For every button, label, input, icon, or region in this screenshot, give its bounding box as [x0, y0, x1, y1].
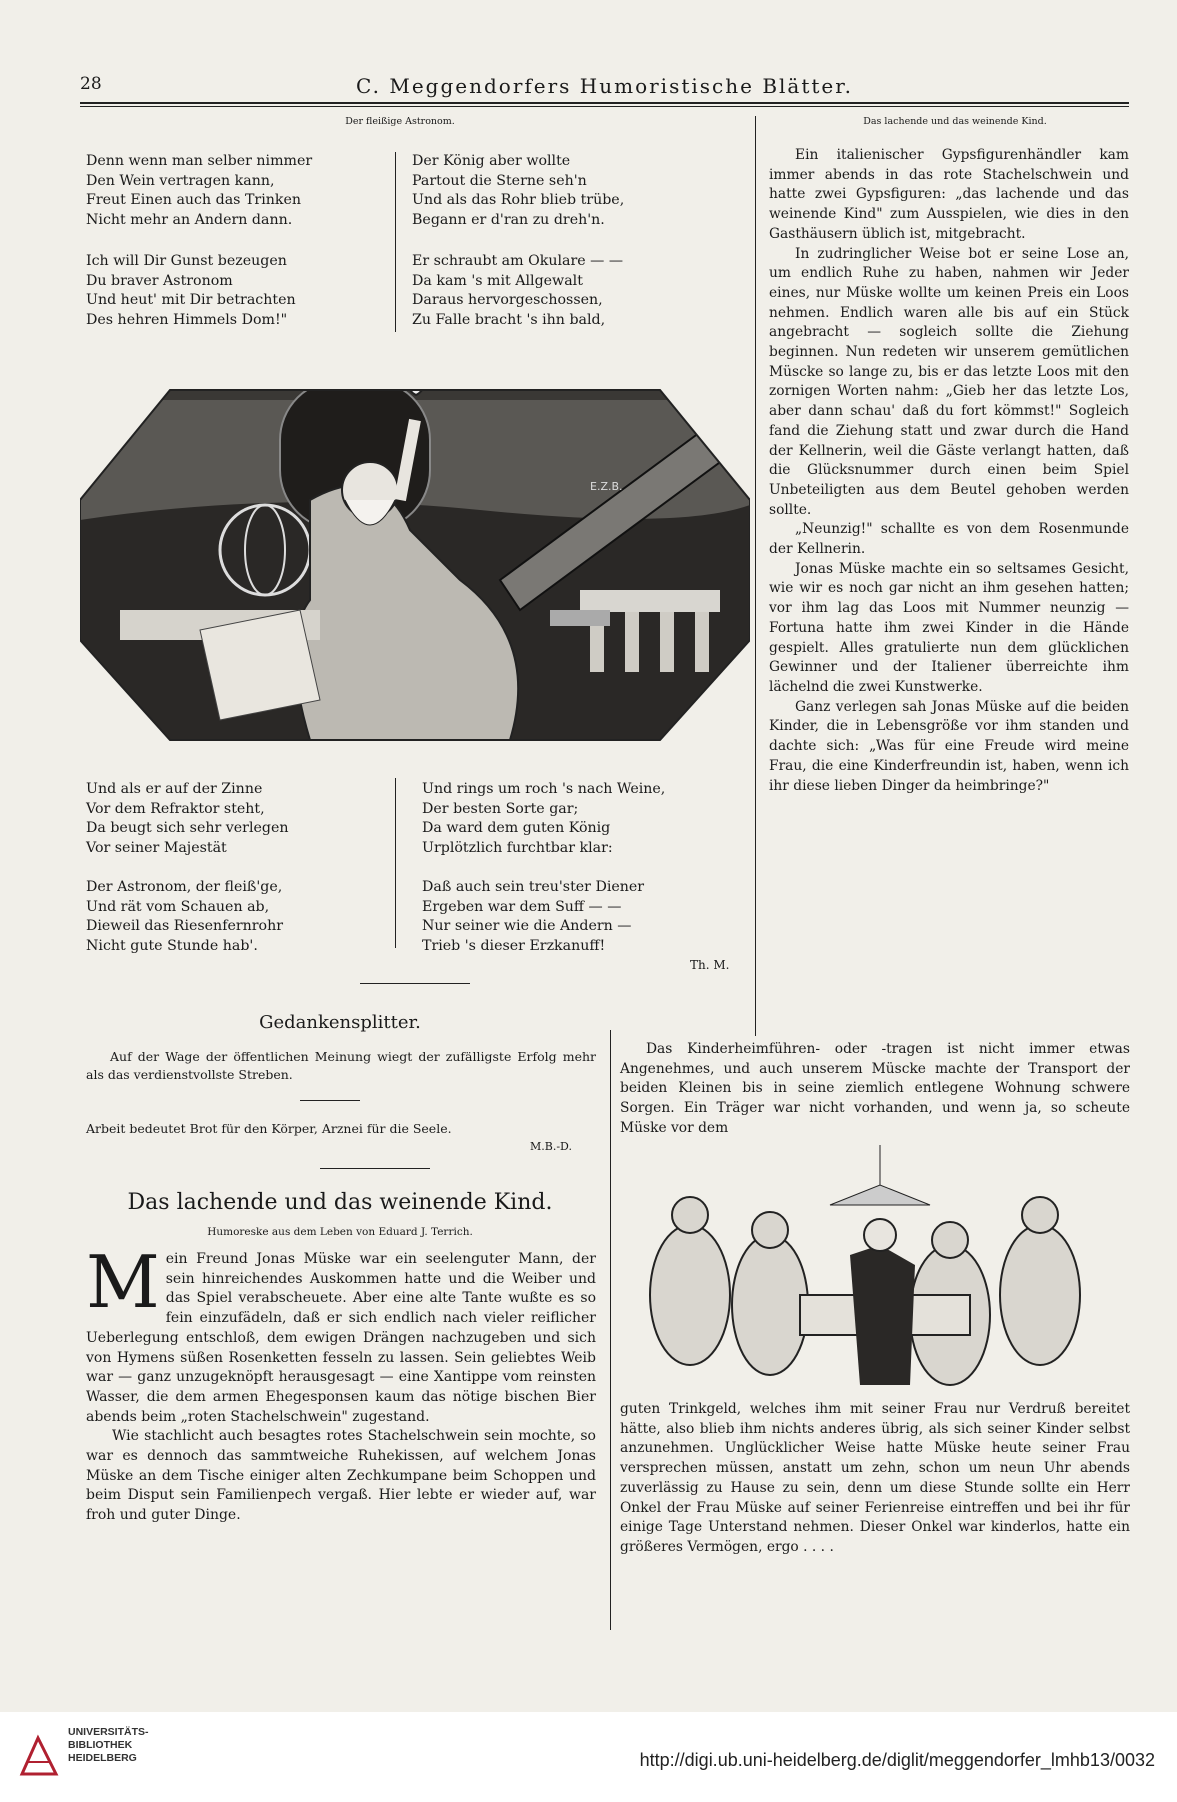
story-continuation	[620, 1040, 1130, 1139]
tavern-illustration	[630, 1145, 1130, 1395]
story-column-caption: Das lachende und das weinende Kind.	[863, 116, 1047, 127]
poem-left-stanza-4: Der Astronom, der fleiß'ge, Und rät vom Schauen ab, Dieweil das Riesenfernrohr Nicht gute Stunde hab'.	[86, 879, 284, 954]
astronomer-illustration	[80, 340, 750, 770]
poem-divider-top	[395, 152, 396, 332]
aphorism-divider	[300, 1100, 360, 1101]
story-subtitle: Humoreske aus dem Leben von Eduard J. Terrich.	[207, 1226, 473, 1238]
poem-left-stanza-2: Ich will Dir Gunst bezeugen Du braver Astronom Und heut' mit Dir betrachten Des hehren Himmels Dom!"	[86, 253, 296, 328]
header-rule-thin	[80, 106, 1129, 107]
poem-right-stanza-3: Und rings um roch 's nach Weine, Der besten Sorte gar; Da ward dem guten König Urplötzlich furchtbar klar:	[422, 781, 666, 856]
header-rule	[80, 102, 1129, 104]
story-right-paragraph-4: Jonas Müske machte ein so seltsames Gesicht, wie wir es noch gar nicht an ihm gesehen hatten; vor ihm lag das Loos mit Nummer neunzig — Fortuna hatte ihm zwei Kinder in die Hände gespielt. Alles gratulierte nun dem glücklichen Gewinner und der Italiener überreichte ihm lächelnd die zwei Kunstwerke.	[769, 560, 1129, 695]
journal-title: C. Meggendorfers Humoristische Blätter.	[356, 74, 853, 98]
aphorism-signature: M.B.-D.	[530, 1140, 572, 1153]
story-right-paragraph-5: Ganz verlegen sah Jonas Müske auf die beiden Kinder, die in Lebensgröße vor ihm standen und dachte sich: „Was für eine Freude wird meine Frau, die eine Kinderfreundin ist, haben, wenn ich ihr diese lieben Dinger da heimbringe?"	[769, 698, 1129, 794]
story-right-column	[769, 146, 1129, 796]
poem-caption: Der fleißige Astronom.	[345, 116, 455, 127]
page-number: 28	[80, 74, 102, 94]
story-left-column	[86, 1240, 596, 1526]
library-logo-icon	[18, 1734, 60, 1780]
source-url-link[interactable]: http://digi.ub.uni-heidelberg.de/diglit/meggendorfer_lmhb13/0032	[639, 1750, 1155, 1770]
poem-right-stanza-4: Daß auch sein treu'ster Diener Ergeben war dem Suff — — Nur seiner wie die Andern — Trieb 's dieser Erzkanuff!	[422, 879, 645, 954]
poem-right-stanza-2: Er schraubt am Okulare — — Da kam 's mit Allgewalt Daraus hervorgeschossen, Zu Falle bracht 's ihn bald,	[412, 253, 624, 328]
story-right-paragraph-3: „Neunzig!" schallte es von dem Rosenmunde der Kellnerin.	[769, 521, 1129, 558]
story-right-paragraph-6: Das Kinderheimführen- oder -tragen ist nicht immer etwas Angenehmes, und auch unserem Müscke machte der Transport der beiden Kleinen bis in seine ziemlich entlegene Wohnung schwere Sorgen. Ein Träger war nicht vorhanden, und wenn ja, so scheute Müske vor dem	[620, 1041, 1130, 1136]
aphorisms-heading: Gedankensplitter.	[259, 1012, 421, 1033]
poem-signature: Th. M.	[690, 958, 730, 972]
story-bottom-paragraph: guten Trinkgeld, welches ihm mit seiner Frau nur Verdruß bereitet hätte, also blieb ihm nichts anderes übrig, als sich seiner Kinder selbst anzunehmen. Unglücklicher Weise hatte Müske heute seiner Frau versprechen müssen, anstatt um zehn, schon um neun Uhr abends zuverlässig zu Hause zu sein, denn um diese Stunde sollte ein Herr Onkel der Frau Müske auf seiner Ferienreise eintreffen und bei ihr für einige Tage Unterstand nehmen. Dieser Onkel war kinderlos, hatte ein größeres Vermögen, ergo . . . .	[620, 1401, 1130, 1555]
poem-left-stanza-3: Und als er auf der Zinne Vor dem Refraktor steht, Da beugt sich sehr verlegen Vor seiner Majestät	[86, 781, 289, 856]
drop-cap: M	[86, 1240, 160, 1324]
story-bottom	[620, 1400, 1130, 1558]
aphorism-1: Auf der Wage der öffentlichen Meinung wiegt der zufälligste Erfolg mehr als das verdienstvollste Streben.	[86, 1049, 596, 1082]
poem-end-rule	[360, 983, 470, 984]
poem-divider-bottom	[395, 778, 396, 948]
poem-right-stanza-1: Der König aber wollte Partout die Sterne seh'n Und als das Rohr blieb trübe, Begann er d'ran zu dreh'n.	[412, 153, 625, 228]
aphorism-end-rule	[320, 1168, 430, 1169]
running-header	[80, 74, 1129, 104]
poem-left-stanza-1: Denn wenn man selber nimmer Den Wein vertragen kann, Freut Einen auch das Trinken Nicht mehr an Andern dann.	[86, 153, 313, 228]
story-left-paragraph-2: Wie stachlicht auch besagtes rotes Stachelschwein sein mochte, so war es dennoch das sammtweiche Ruhekissen, auf welchem Jonas Müske an dem Tische einiger alten Zechkumpane beim Schoppen und beim Disput sein Familienpech vergaß. Hier lebte er wieder auf, war froh und guter Dinge.	[86, 1428, 596, 1524]
story-right-paragraph-1: Ein italienischer Gypsfigurenhändler kam immer abends in das rote Stachelschwein und hatte zwei Gypsfiguren: „das lachende und das weinende Kind" zum Ausspielen, wie dies in den Gasthäusern üblich ist, mitgebracht.	[769, 147, 1129, 242]
illustration-signature: E.Z.B.	[590, 480, 623, 493]
lower-column-divider	[610, 1030, 611, 1630]
column-divider	[755, 116, 756, 1036]
library-name: UNIVERSITÄTS- BIBLIOTHEK HEIDELBERG	[68, 1726, 149, 1764]
footer-bar	[0, 1712, 1177, 1802]
story-title: Das lachende und das weinende Kind.	[127, 1190, 553, 1215]
story-left-paragraph-1: ein Freund Jonas Müske war ein seelenguter Mann, der sein hinreichendes Auskommen hatte und die Weiber und das Spiel verabscheuete. Aber eine alte Tante wußte es so fein einzufädeln, daß er sich endlich nach vieler reiflicher Ueberlegung entschloß, dem ewigen Drängen nachzugeben und sich von Hymens süßen Rosenketten fesseln zu lassen. Sein geliebtes Weib war — ganz unzugeknöpft herausgesagt — eine Xantippe vom reinsten Wasser, die dem armen Ehegesponsen kaum das nötige bischen Bier abends beim „roten Stachelschwein" zugestand.	[86, 1251, 596, 1425]
aphorism-2: Arbeit bedeutet Brot für den Körper, Arznei für die Seele.	[86, 1121, 452, 1136]
story-right-paragraph-2: In zudringlicher Weise bot er seine Lose an, um endlich Ruhe zu haben, nahmen wir Jeder eines, nur Müske wollte um keinen Preis ein Loos nehmen. Endlich waren alle bis auf ein Stück angebracht — sogleich sollte die Ziehung beginnen. Nun redeten wir unserem gemütlichen Müscke so lange zu, bis er das letzte Loos mit den zornigen Worten nahm: „Gieb her das letzte Los, aber dann schau' daß du fort kömmst!" Sogleich fand die Ziehung statt und zwar durch die Hand der Kellnerin, weil die Gäste verlangt hatten, daß die Glücksnummer durch einen beim Spiel Unbeteiligten aus dem Beutel gehoben werden sollte.	[769, 245, 1129, 518]
